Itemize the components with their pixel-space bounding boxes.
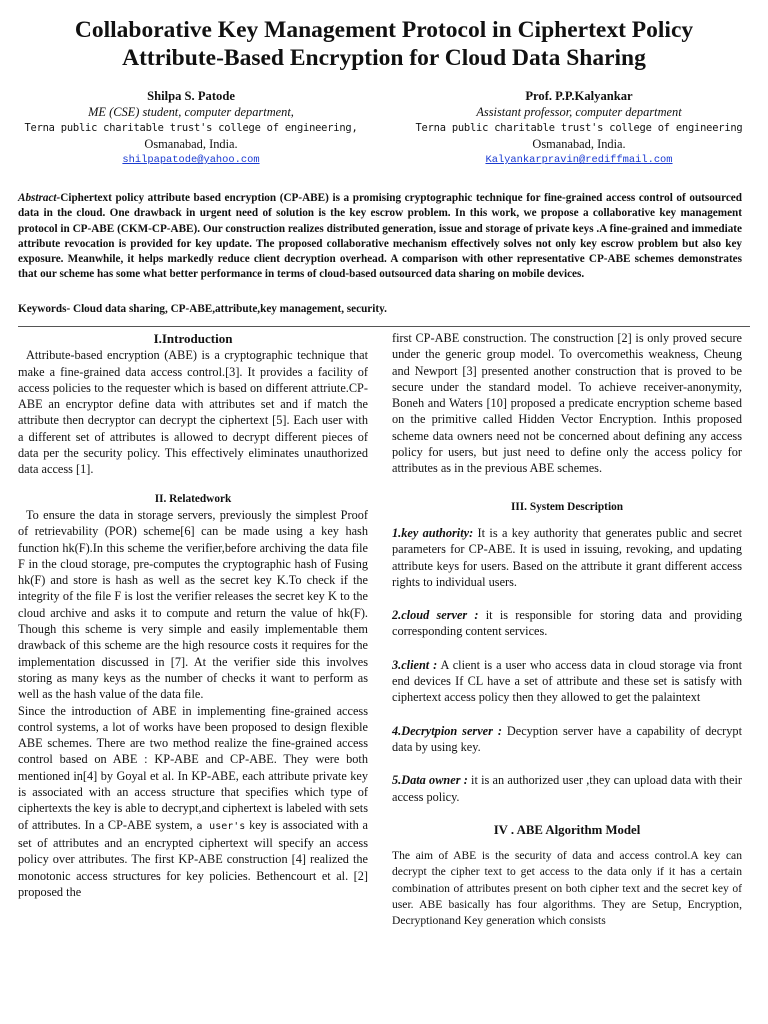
inline-code-text: a user's [196, 820, 246, 832]
related-work-heading: II. Relatedwork [154, 492, 232, 505]
intro-paragraph: Attribute-based encryption (ABE) is a cryptographic technique that make a fine-grained data access control.[3]. It provides a facility of access policies to the requester which is based on different attriute.CP-ABE an encryptor define data with attributes set and if match the attribute then decryptor can decrypt the ciphertext [5]. Each user with a different set of attributes is allowed to decrypt different pieces of data per the security policy. This effectively eliminates unauthorized data access [1]. [18, 348, 368, 477]
abstract-text: Ciphertext policy attribute based encryption (CP-ABE) is a promising cryptographic technique for fine-grained access control of outsourced data in the cloud. One drawback in urgent need of solution is the key escrow problem. In this work, we propose a collaborative key management protocol in CP-ABE (CKM-CP-ABE). Our construction realizes distributed generation, issue and storage of private keys .A fine-grained and immediate attribute revocation is provided for key update. The proposed collaborative mechanism effectively solves not only key escrow problem but also key exposure. Meanwhile, it helps markedly reduce client decryption overhead. A comparison with other representative CP-ABE schemes demonstrates that our scheme has some what better performance in terms of cloud-based outsourced data sharing on mobile devices. [18, 192, 742, 281]
keywords: Keywords- Cloud data sharing, CP-ABE,attribute,key management, security. [18, 303, 387, 315]
author-location: Osmanabad, India. [144, 137, 238, 151]
author-name: Shilpa S. Patode [147, 89, 235, 103]
system-item-data-owner: 5.Data owner : it is an authorized user ,they can upload data with their access policy. [392, 773, 742, 804]
author-institution: Terna public charitable trust's college of engineering [415, 122, 743, 134]
abe-algorithm-heading: IV . ABE Algorithm Model [493, 822, 641, 837]
related-work-paragraph-2: Since the introduction of ABE in implementing fine-grained access control systems, a lot of works have been proposed to design flexible ABE schemes. There are two method realize the fine-grained access control based on ABE : KP-ABE and CP-ABE. They were both mentioned in[4] by Goyal et al. In KP-ABE, each attribute private key is associated with an access structure that specifies which type of ciphertexts the key is able to decrypt,and ciphertext is labeled with sets of attributes. In a CP-ABE system, a user's key is associated with a set of attributes and an encrypted ciphertext will specify an access policy over attributes. The first KP-ABE construction [4] realized the monotonic access structures for key policies. Bethencourt et al. [2] proposed the [18, 703, 368, 899]
system-item-key-authority: 1.key authority: It is a key authority that generates public and secret parameters for CP-ABE. It is used in issuing, revoking, and updating attribute keys for users. Based on the attribute it grant different access rights to individual users. [392, 525, 742, 589]
author-block-2 [412, 88, 746, 168]
author-institution: Terna public charitable trust's college of engineering, [24, 122, 358, 134]
title-line-2: Attribute-Based Encryption for Cloud Data Sharing [122, 45, 646, 71]
system-item-cloud-server: 2.cloud server : it is responsible for storing data and providing corresponding content services. [392, 608, 742, 639]
author-position: ME (CSE) student, computer department, [88, 105, 294, 119]
author-name: Prof. P.P.Kalyankar [525, 89, 633, 103]
system-item-decryption-server: 4.Decrytpion server : Decyption server have a capability of decrypt data by using key. [392, 723, 742, 754]
related-work-paragraph-1: To ensure the data in storage servers, previously the simplest Proof of retrievability (POR) scheme[6] can be made using a key hash function hk(F).In this scheme the verifier,before archiving the data file F in the cloud storage, pre-computes the cryptographic hash of Fusing hk(F) and store is hash as well as the secret key K.To check if the integrity of the file F is lost the verifier releases the secret key K to the cloud archive and asks it to compute and return the value of hk(F). Though this scheme is very simple and easily implementable them drawback of this scheme are the high resource costs it requires for the implementation discussed in [7]. At the verifier side this involves storing as many keys as the number of checks it want to perform as well as the hash value of the data file. [18, 507, 368, 702]
author-block-1 [24, 88, 358, 168]
intro-heading: I.Introduction [153, 331, 233, 346]
section-divider [18, 326, 750, 327]
paper-title [20, 16, 748, 72]
abstract [18, 191, 742, 283]
right-column [392, 330, 742, 930]
system-description-heading: III. System Description [510, 500, 624, 513]
author-email-link[interactable]: Kalyankarpravin@rediffmail.com [485, 154, 673, 166]
related-work-continuation: first CP-ABE construction. The construction [2] is only proved secure under the generic group model. To overcomethis weakness, Cheung and Newport [3] presented another construction that is proved to be secure under the standard model. To achieve receiver-anonymity, Boneh and Waters [10] proposed a predicate encryption scheme based on the primitive called Hidden Vector Encryption. Inthis proposed scheme data owners need not be concerned about defining any access policy for users, but just need to define only the access policy for attributes as in the previous ABE schemes. [392, 331, 742, 476]
system-item-client: 3.client : A client is a user who access data in cloud storage via front end devices If CL have a set of attribute and these set is satisfy with ciphertext access policy then they allowed to get the palaintext [392, 657, 742, 705]
author-position: Assistant professor, computer department [476, 105, 682, 119]
author-location: Osmanabad, India. [532, 137, 626, 151]
abstract-label: Abstract- [18, 192, 61, 204]
author-email-link[interactable]: shilpapatode@yahoo.com [122, 154, 260, 166]
title-line-1: Collaborative Key Management Protocol in Ciphertext Policy [74, 17, 694, 43]
left-column [18, 331, 368, 900]
abe-algorithm-paragraph: The aim of ABE is the security of data and access control.A key can decrypt the cipher text to get access to the data only if it has a certain combination of attributes present on both cipher text and the secret key of user. ABE basically has four algorithms. They are Setup, Encryption, Decryptionand Key generation which consists [392, 849, 742, 928]
